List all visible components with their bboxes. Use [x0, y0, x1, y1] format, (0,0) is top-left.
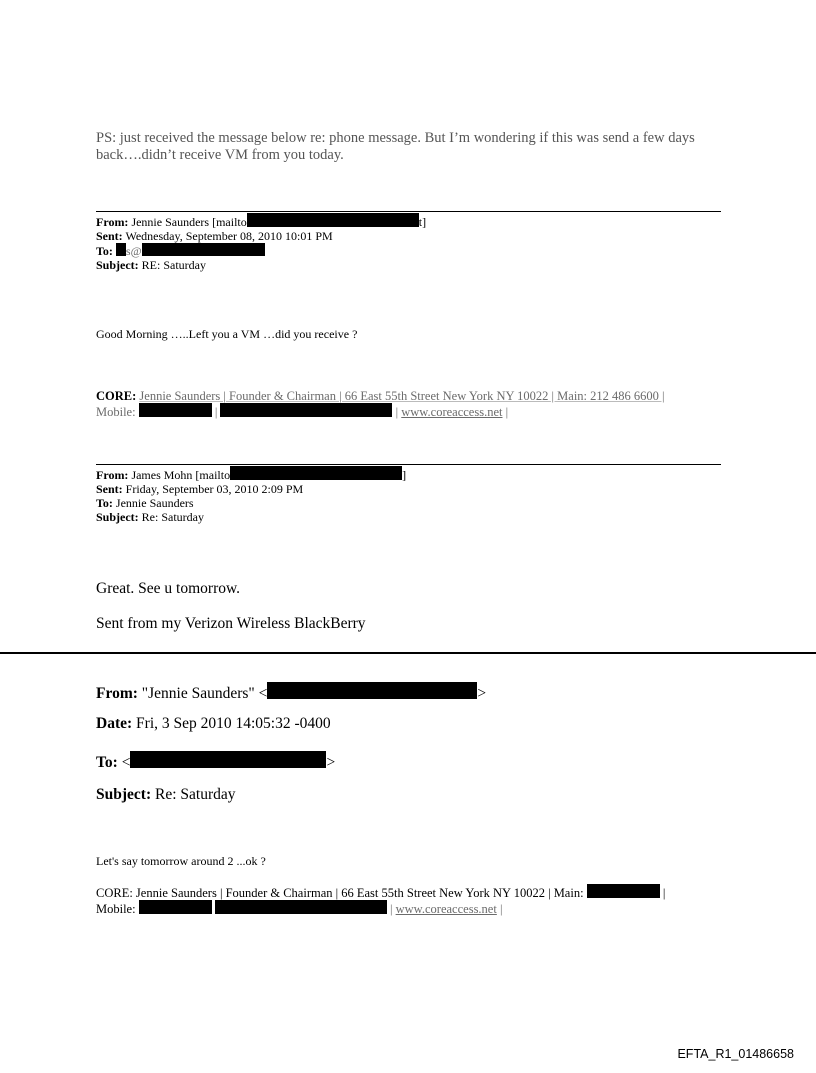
- signature-2: [96, 884, 736, 916]
- to-value: Jennie Saunders: [115, 496, 194, 510]
- subject-line-3: [96, 786, 235, 804]
- redaction-box: [142, 243, 265, 256]
- from-tail: t]: [418, 215, 427, 229]
- signature-line-1: [96, 884, 736, 900]
- redaction-box: [130, 751, 326, 768]
- sig-end: |: [499, 902, 503, 916]
- redaction-box: [220, 403, 392, 417]
- sig-text: CORE: Jennie Saunders | Founder & Chairman | 66 East 55th Street New York NY 10022 | Main:: [96, 886, 584, 900]
- sent-label: Sent:: [96, 482, 123, 496]
- sig-text: Jennie Saunders | Founder & Chairman | 66 East 55th Street New York NY 10022 | Main: 212 486 6600 |: [139, 389, 665, 403]
- subject-label: Subject:: [96, 786, 152, 803]
- sig-separator: |: [214, 405, 218, 419]
- to-label: To:: [96, 496, 113, 510]
- redaction-box: [587, 884, 660, 898]
- message-body-1: Good Morning …..Left you a VM …did you receive ?: [96, 327, 358, 341]
- sent-label: Sent:: [96, 229, 123, 243]
- sig-separator: |: [395, 405, 399, 419]
- to-tail: >: [326, 754, 336, 771]
- from-tail: >: [477, 685, 487, 702]
- sig-separator: |: [389, 902, 393, 916]
- date-line-3: [96, 715, 331, 733]
- subject-value: Re: Saturday: [154, 786, 236, 803]
- message-header-1: [96, 213, 426, 272]
- signature-line-2: [96, 403, 736, 419]
- header-divider-1: [96, 211, 721, 212]
- sig-core-label: CORE:: [96, 389, 137, 403]
- message-body-3: Let's say tomorrow around 2 ...ok ?: [96, 854, 266, 868]
- sent-line: [96, 482, 406, 496]
- subject-value: Re: Saturday: [141, 510, 204, 524]
- sig-mobile-label: Mobile:: [96, 902, 136, 916]
- sig-url-link[interactable]: www.coreaccess.net: [401, 405, 503, 419]
- signature-1: [96, 389, 736, 419]
- sig-url-link[interactable]: www.coreaccess.net: [395, 902, 497, 916]
- blackberry-signature: Sent from my Verizon Wireless BlackBerry: [96, 615, 366, 632]
- subject-value: RE: Saturday: [141, 258, 206, 272]
- redaction-box: [139, 403, 212, 417]
- date-value: Fri, 3 Sep 2010 14:05:32 -0400: [136, 715, 331, 732]
- date-label: Date:: [96, 715, 133, 732]
- to-line-3: [96, 751, 335, 772]
- signature-line-1: [96, 389, 736, 403]
- sent-line: [96, 229, 426, 243]
- sent-value: Friday, September 03, 2010 2:09 PM: [125, 482, 304, 496]
- from-tail: ]: [402, 468, 407, 482]
- page-divider: [0, 652, 816, 654]
- subject-line: [96, 510, 406, 524]
- sig-mobile-label: Mobile:: [96, 405, 136, 419]
- from-label: From:: [96, 468, 129, 482]
- to-value: <: [121, 754, 131, 771]
- from-value: Jennie Saunders [mailto: [131, 215, 247, 229]
- to-line: [96, 243, 426, 258]
- from-line: [96, 466, 406, 482]
- subject-line: [96, 258, 426, 272]
- sent-value: Wednesday, September 08, 2010 10:01 PM: [125, 229, 333, 243]
- redaction-box: [267, 682, 477, 699]
- from-line-3: [96, 682, 486, 703]
- ps-note: PS: just received the message below re: phone message. But I’m wondering if this was send a few days back….didn’t receive VM from you today.: [96, 130, 695, 163]
- bates-number: EFTA_R1_01486658: [677, 1047, 794, 1061]
- redaction-box: [139, 900, 212, 914]
- redaction-box: [230, 466, 402, 480]
- to-value: s@: [125, 244, 142, 258]
- from-label: From:: [96, 215, 129, 229]
- redaction-box: [247, 213, 419, 227]
- signature-line-2: [96, 900, 736, 916]
- from-value: "Jennie Saunders" <: [141, 685, 268, 702]
- message-header-2: [96, 466, 406, 524]
- from-line: [96, 213, 426, 229]
- to-label: To:: [96, 754, 118, 771]
- to-label: To:: [96, 244, 113, 258]
- sig-main-end: |: [662, 886, 666, 900]
- subject-label: Subject:: [96, 510, 139, 524]
- redaction-box: [215, 900, 387, 914]
- header-divider-2: [96, 464, 721, 465]
- from-value: James Mohn [mailto: [131, 468, 231, 482]
- sig-end: |: [505, 405, 509, 419]
- redaction-box: [116, 243, 126, 256]
- from-label: From:: [96, 685, 138, 702]
- subject-label: Subject:: [96, 258, 139, 272]
- to-line: [96, 496, 406, 510]
- message-body-2: Great. See u tomorrow.: [96, 580, 241, 597]
